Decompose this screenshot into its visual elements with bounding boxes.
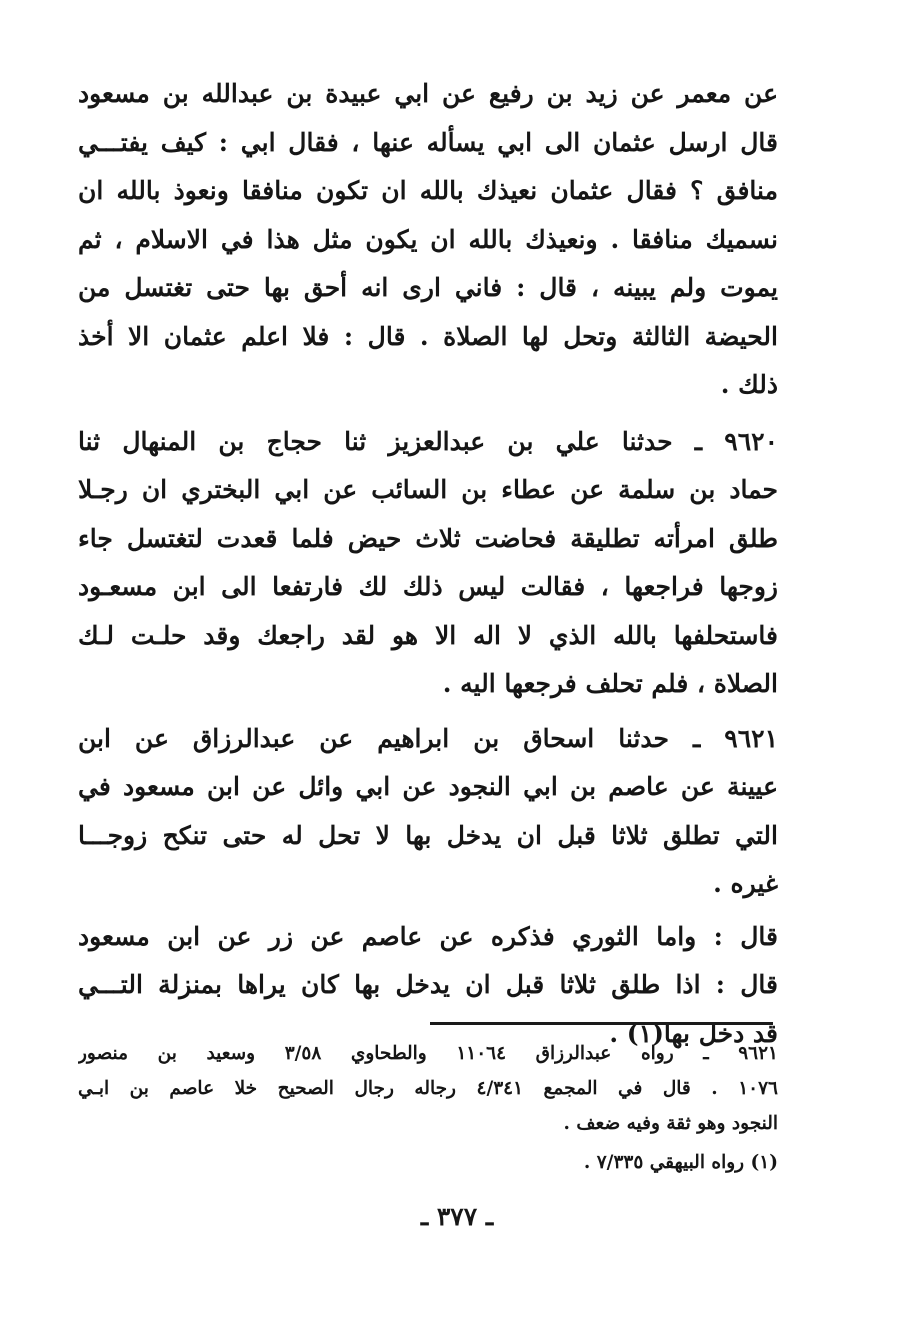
text-line: حماد بن سلمة عن عطاء بن السائب عن ابي البختري ان رجـلا	[78, 475, 778, 504]
paragraph-continuation	[78, 70, 778, 410]
footnote-line: ٩٦٢١ ـ رواه عبدالرزاق ١١٠٦٤ والطحاوي ٣/٥٨ وسعيد بن منصور	[78, 1043, 778, 1064]
footnote-divider	[430, 1022, 773, 1025]
footnote-line: النجود وهو ثقة وفيه ضعف .	[563, 1113, 778, 1134]
text-line: عيينة عن عاصم بن ابي النجود عن ابي وائل عن ابن مسعود في	[78, 772, 778, 801]
paragraph-9620	[78, 418, 778, 709]
text-line: قال ارسل عثمان الى ابي يسأله عنها ، فقال ابي : كيف يفتـــي	[78, 127, 778, 157]
footnote-line: ١٠٧٦ . قال في المجمع ٤/٣٤١ رجاله رجال الصحيح خلا عاصم بن ابـي	[78, 1078, 778, 1099]
text-line: الصلاة ، فلم تحلف فرجعها اليه .	[442, 669, 778, 698]
text-line: ذلك .	[720, 370, 778, 399]
text-line: يموت ولم يبينه ، قال : فاني ارى انه أحق بها حتى تغتسل من	[78, 273, 778, 302]
text-line: طلق امرأته تطليقة فحاضت ثلاث حيض فلما قعدت لتغتسل جاء	[78, 523, 778, 553]
paragraph-9621	[78, 715, 778, 909]
text-line: قال : اذا طلق ثلاثا قبل ان يدخل بها كان يراها بمنزلة التـــي	[78, 970, 778, 999]
text-line: غيره .	[713, 869, 778, 898]
text-line: الحيضة الثالثة وتحل لها الصلاة . قال : فلا اعلم عثمان الا أخذ	[78, 321, 778, 351]
text-line: عن معمر عن زيد بن رفيع عن ابي عبيدة بن عبدالله بن مسعود	[78, 79, 778, 108]
page-number: ـ ٣٧٧ ـ	[420, 1202, 494, 1231]
text-line: ٩٦٢٠ ـ حدثنا علي بن عبدالعزيز ثنا حجاج بن المنهال ثنا	[78, 426, 778, 456]
footnote-reference: (١) رواه البيهقي ٧/٣٣٥ .	[583, 1152, 778, 1173]
text-line: نسميك منافقا . ونعيذك بالله ان يكون مثل هذا في الاسلام ، ثم	[78, 224, 778, 254]
text-line: فاستحلفها بالله الذي لا اله الا هو لقد راجعك وقد حلـت لـك	[78, 620, 778, 650]
text-line: التي تطلق ثلاثا قبل ان يدخل بها لا تحل له حتى تنكح زوجـــا	[78, 820, 778, 850]
text-line: منافق ؟ فقال عثمان نعيذك بالله ان تكون منافقا ونعوذ بالله ان	[78, 176, 778, 205]
text-line: قد دخل بها(١) .	[609, 1018, 778, 1048]
text-line: ٩٦٢١ ـ حدثنا اسحاق بن ابراهيم عن عبدالرزاق عن ابن	[78, 723, 778, 753]
text-line: زوجها فراجعها ، فقالت ليس ذلك لك فارتفعا الى ابن مسعـود	[78, 572, 778, 601]
text-line: قال : واما الثوري فذكره عن عاصم عن زر عن ابن مسعود	[78, 921, 778, 951]
main-text	[78, 70, 778, 1058]
footnotes	[78, 1036, 778, 1180]
